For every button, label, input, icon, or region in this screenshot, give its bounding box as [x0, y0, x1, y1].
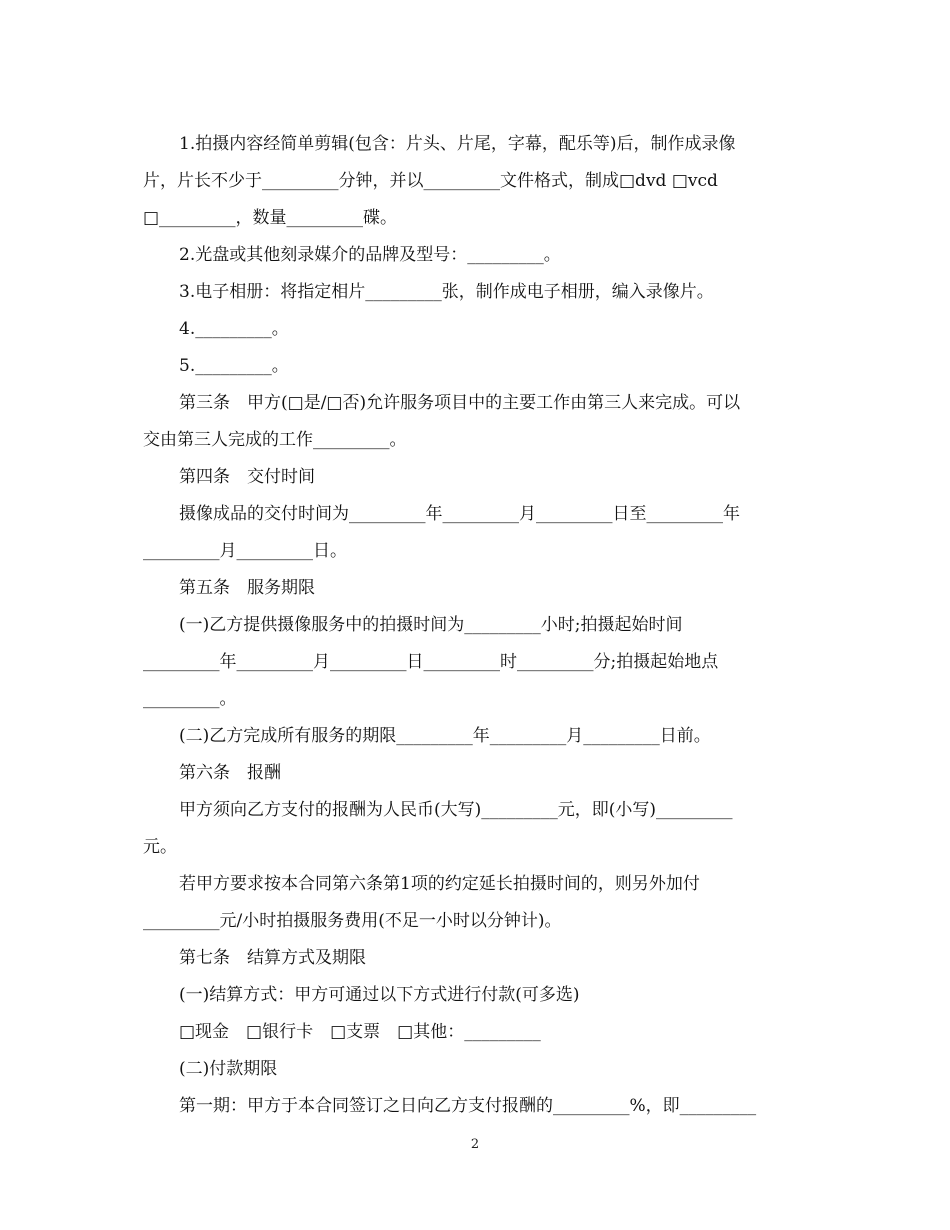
document-line: 5._________。	[179, 356, 289, 376]
document-line: 甲方须向乙方支付的报酬为人民币(大写)_________元，即(小写)_________	[179, 800, 733, 820]
document-line: (一)乙方提供摄像服务中的拍摄时间为_________小时;拍摄起始时间	[179, 615, 683, 635]
document-line: 第一期：甲方于本合同签订之日向乙方支付报酬的_________%，即_________	[179, 1096, 757, 1116]
document-line: 片，片长不少于_________分钟，并以_________文件格式，制成□dvd □vcd	[143, 171, 718, 191]
document-line: (二)付款期限	[179, 1059, 278, 1079]
document-line: (一)结算方式：甲方可通过以下方式进行付款(可多选)	[179, 985, 580, 1005]
document-line: _________元/小时拍摄服务费用(不足一小时以分钟计)。	[143, 911, 562, 931]
document-line: 交由第三人完成的工作_________。	[143, 430, 407, 450]
document-line: 4._________。	[179, 319, 289, 339]
document-line: □现金 □银行卡 □支票 □其他：_________	[179, 1022, 541, 1042]
document-line: 第五条 服务期限	[179, 578, 315, 598]
document-line: 2.光盘或其他刻录媒介的品牌及型号：_________。	[179, 245, 561, 265]
document-line: 若甲方要求按本合同第六条第1项的约定延长拍摄时间的，则另外加付	[179, 874, 700, 894]
document-line: □_________，数量_________碟。	[143, 208, 398, 228]
document-line: 第四条 交付时间	[179, 467, 315, 487]
document-line: _________月_________日。	[143, 541, 347, 561]
document-line: 摄像成品的交付时间为_________年_________月_________日至_________年	[179, 504, 740, 524]
document-line: 1.拍摄内容经简单剪辑(包含：片头、片尾，字幕，配乐等)后，制作成录像	[179, 134, 736, 154]
document-line: 元。	[143, 837, 177, 857]
document-line: 第六条 报酬	[179, 763, 281, 783]
page-number: 2	[470, 1137, 480, 1152]
document-line: 3.电子相册：将指定相片_________张，制作成电子相册，编入录像片。	[179, 282, 714, 302]
document-body	[143, 126, 807, 1125]
document-line: 第三条 甲方(□是/□否)允许服务项目中的主要工作由第三人来完成。可以	[179, 393, 741, 413]
document-line: _________。	[143, 689, 237, 709]
document-line: _________年_________月_________日_________时_________分;拍摄起始地点	[143, 652, 719, 672]
document-line: 第七条 结算方式及期限	[179, 948, 366, 968]
document-line: (二)乙方完成所有服务的期限_________年_________月_________日前。	[179, 726, 711, 746]
